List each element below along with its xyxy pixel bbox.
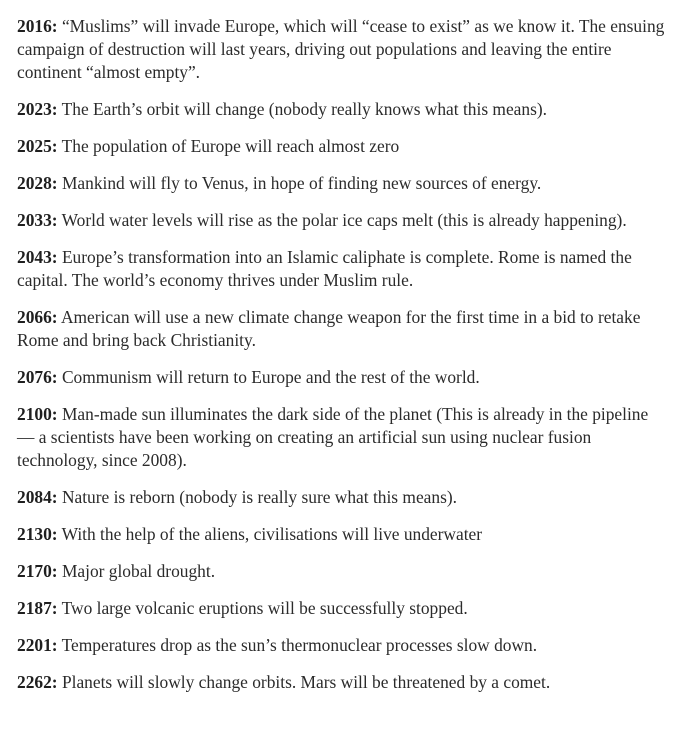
prediction-text: Nature is reborn (nobody is really sure what this means). [61, 487, 457, 507]
prediction-entry [17, 135, 666, 158]
prediction-text: Man-made sun illuminates the dark side of the planet (This is already in the pipeline — a scientists have been working on creating an artificial sun using nuclear fusion technology, since 2008). [17, 404, 649, 470]
prediction-year: 2130: [17, 524, 58, 544]
prediction-entry [17, 15, 666, 84]
prediction-entry [17, 560, 666, 583]
prediction-year: 2066: [17, 307, 58, 327]
prediction-year: 2170: [17, 561, 58, 581]
prediction-entry [17, 597, 666, 620]
prediction-year: 2043: [17, 247, 58, 267]
prediction-entry [17, 98, 666, 121]
prediction-entry [17, 634, 666, 657]
prediction-text: Major global drought. [61, 561, 216, 581]
prediction-entry [17, 486, 666, 509]
prediction-entry [17, 209, 666, 232]
prediction-text: The Earth’s orbit will change (nobody really knows what this means). [61, 99, 547, 119]
prediction-year: 2028: [17, 173, 58, 193]
prediction-text: Communism will return to Europe and the rest of the world. [61, 367, 480, 387]
prediction-year: 2076: [17, 367, 58, 387]
prediction-text: “Muslims” will invade Europe, which will “cease to exist” as we know it. The ensuing campaign of destruction will last years, driving out populations and leaving the entire continent “almost empty”. [17, 16, 665, 82]
prediction-year: 2187: [17, 598, 58, 618]
prediction-entry [17, 671, 666, 694]
prediction-text: The population of Europe will reach almost zero [61, 136, 400, 156]
prediction-entry [17, 523, 666, 546]
prediction-year: 2033: [17, 210, 58, 230]
prediction-text: With the help of the aliens, civilisations will live underwater [61, 524, 483, 544]
prediction-text: Mankind will fly to Venus, in hope of finding new sources of energy. [61, 173, 542, 193]
prediction-entry [17, 246, 666, 292]
prediction-year: 2100: [17, 404, 58, 424]
prediction-text: Europe’s transformation into an Islamic caliphate is complete. Rome is named the capital. The world’s economy thrives under Muslim rule. [17, 247, 632, 290]
prediction-text: Two large volcanic eruptions will be successfully stopped. [61, 598, 468, 618]
prediction-entry [17, 172, 666, 195]
prediction-year: 2025: [17, 136, 58, 156]
prediction-entry [17, 403, 666, 472]
prediction-year: 2084: [17, 487, 58, 507]
prediction-year: 2016: [17, 16, 58, 36]
prediction-text: Planets will slowly change orbits. Mars will be threatened by a comet. [61, 672, 551, 692]
prediction-text: American will use a new climate change weapon for the first time in a bid to retake Rome and bring back Christianity. [17, 307, 641, 350]
prediction-text: Temperatures drop as the sun’s thermonuclear processes slow down. [61, 635, 538, 655]
prediction-entry [17, 306, 666, 352]
prediction-year: 2262: [17, 672, 58, 692]
prediction-year: 2201: [17, 635, 58, 655]
prediction-text: World water levels will rise as the polar ice caps melt (this is already happening). [61, 210, 627, 230]
prediction-year: 2023: [17, 99, 58, 119]
prediction-entry [17, 366, 666, 389]
